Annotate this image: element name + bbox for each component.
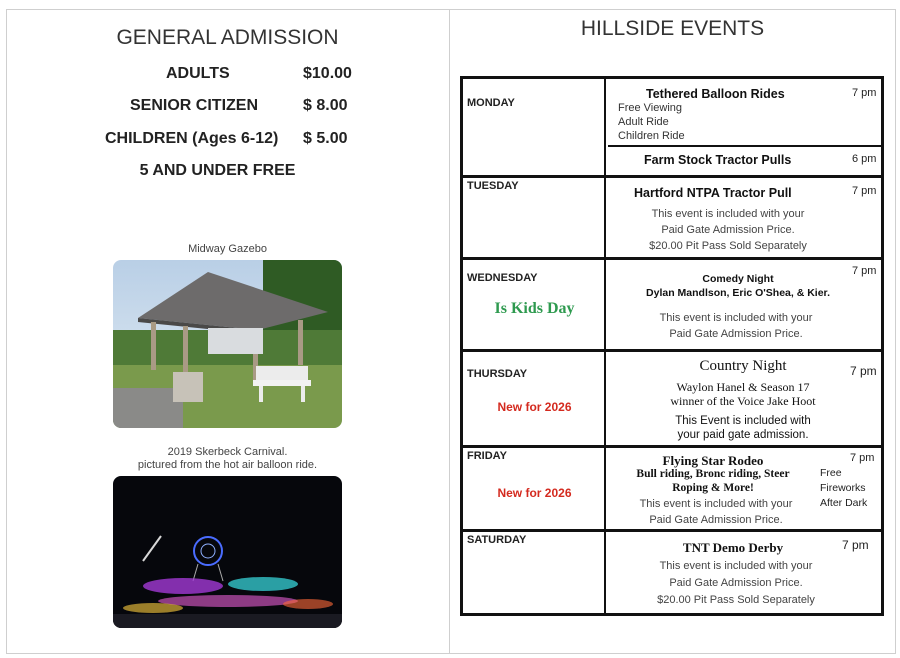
tractor-pulls-title: Farm Stock Tractor Pulls [644,153,792,167]
country-night-note [608,414,878,442]
children-ride-option: Children Ride [618,130,685,142]
free-note: 5 AND UNDER FREE [139,162,296,179]
balloon-rides-title: Tethered Balloon Rides [646,87,785,101]
ntpa-tractor-pull-time: 7 pm [852,185,877,197]
adults-label: ADULTS [166,65,230,82]
comedy-night-performers: Dylan Mandlson, Eric O'Shea, & Kier. [646,287,830,299]
comedy-night-title: Comedy Night [702,273,774,285]
rodeo-title: Flying Star Rodeo [662,453,764,468]
country-desc-line1: Waylon Hanel & Season 17 [676,380,810,394]
rodeo-note-line1: This event is included with your [639,498,793,510]
country-night-time: 7 pm [850,364,877,378]
ntpa-tractor-pull-title: Hartford NTPA Tractor Pull [634,186,792,200]
rodeo-desc [608,467,818,495]
comedy-night-event [608,260,881,352]
friday-label: FRIDAY [467,450,507,462]
balloon-rides-options [618,101,685,143]
gazebo-caption: Midway Gazebo [188,243,267,255]
ntpa-tractor-pull-event [608,178,881,260]
general-admission-title: GENERAL ADMISSION [116,26,339,49]
rodeo-desc-line1: Bull riding, Bronc riding, Steer [636,468,790,480]
friday-new-badge: New for 2026 [497,486,572,500]
tuesday-day-cell [463,178,606,260]
rodeo-desc-line2: Roping & More! [672,482,754,494]
country-note-line2: your paid gate admission. [677,429,809,441]
saturday-row [463,529,881,616]
demo-derby-note [608,558,864,609]
wednesday-label: WEDNESDAY [467,272,538,284]
fireworks-line1: Free [820,467,842,479]
adult-ride-option: Adult Ride [618,116,669,128]
rodeo-note-line2: Paid Gate Admission Price. [649,514,783,526]
rodeo-note [608,496,824,528]
ntpa-note-line1: This event is included with your [651,208,805,220]
rodeo-time: 7 pm [850,452,875,464]
thursday-row [463,349,881,448]
senior-price: $ 8.00 [303,97,348,114]
free-viewing-option: Free Viewing [618,102,682,114]
ntpa-note-line3: $20.00 Pit Pass Sold Separately [649,240,807,252]
adults-price: $10.00 [303,65,352,82]
comedy-night-note [608,310,864,342]
ntpa-note-line2: Paid Gate Admission Price. [661,224,795,236]
wednesday-day-cell [463,260,606,352]
children-label: CHILDREN (Ages 6-12) [105,130,279,147]
tuesday-row [463,175,881,260]
demo-derby-event [608,532,881,616]
thursday-day-cell [463,352,606,448]
friday-day-cell [463,448,606,532]
events-schedule-table [460,76,884,616]
tractor-pulls-event [608,147,881,173]
hillside-events-title: HILLSIDE EVENTS [580,17,765,40]
comedy-note-line1: This event is included with your [659,312,813,324]
wednesday-row [463,257,881,352]
senior-label: SENIOR CITIZEN [130,97,259,114]
balloon-rides-event [608,79,881,147]
tractor-pulls-time: 6 pm [852,153,877,165]
country-night-desc [608,380,878,408]
fireworks-line3: After Dark [820,497,868,509]
children-price: $ 5.00 [303,130,348,147]
flying-star-rodeo-event [608,448,881,532]
saturday-day-cell [463,532,606,616]
comedy-night-time: 7 pm [852,265,877,277]
saturday-label: SATURDAY [467,534,527,546]
country-note-line1: This Event is included with [675,415,811,427]
fireworks-note [820,466,867,511]
thursday-new-badge: New for 2026 [497,400,572,414]
country-night-title: Country Night [699,358,787,374]
carnival-photo [113,476,342,628]
fireworks-line2: Fireworks [820,482,866,494]
derby-note-line2: Paid Gate Admission Price. [669,577,803,589]
monday-day-cell [463,79,606,175]
country-night-event [608,352,881,448]
thursday-label: THURSDAY [467,368,528,380]
derby-note-line3: $20.00 Pit Pass Sold Separately [657,594,815,606]
tuesday-label: TUESDAY [467,180,519,192]
demo-derby-time: 7 pm [842,538,869,552]
ntpa-tractor-pull-note [608,206,848,254]
carnival-caption-line1: 2019 Skerbeck Carnival. [167,446,288,458]
monday-label: MONDAY [467,97,515,109]
kids-day-badge: Is Kids Day [494,300,575,317]
page-divider [449,9,450,654]
monday-row [463,79,881,175]
comedy-note-line2: Paid Gate Admission Price. [669,328,803,340]
derby-note-line1: This event is included with your [659,560,813,572]
general-admission-panel [6,9,449,654]
demo-derby-title: TNT Demo Derby [682,540,784,555]
country-desc-line2: winner of the Voice Jake Hoot [670,394,816,408]
friday-row [463,445,881,532]
carnival-caption-line2: pictured from the hot air balloon ride. [137,459,318,471]
gazebo-photo [113,260,342,428]
balloon-rides-time: 7 pm [852,87,877,99]
